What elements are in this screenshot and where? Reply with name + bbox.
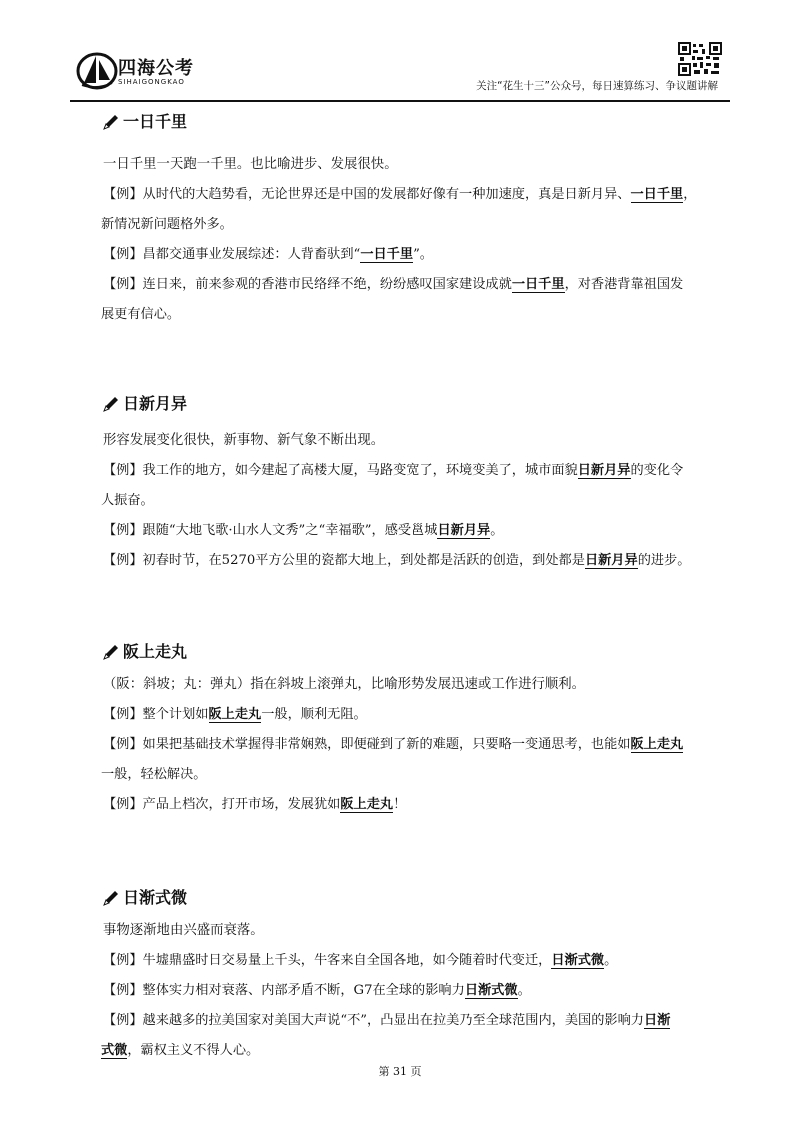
- idiom-title-text: 一日千里: [123, 112, 188, 131]
- example-sentence: 【例】初春时节，在5270平方公里的瓷都大地上，到处都是活跃的创造，到处都是日新月异的进步。: [103, 553, 691, 568]
- pencil-icon: [103, 644, 121, 660]
- example-sentence: 【例】从时代的大趋势看，无论世界还是中国的发展都好像有一种加速度，真是日新月异、一日千里，: [103, 187, 697, 202]
- idiom-definition: 形容发展变化很快，新事物、新气象不断出现。: [103, 433, 385, 448]
- example-continuation: 式微，霸权主义不得人心。: [101, 1043, 260, 1058]
- example-sentence: 【例】昌都交通事业发展综述：人背畜驮到“一日千里”。: [103, 247, 433, 262]
- pencil-icon: [103, 890, 121, 906]
- pencil-icon: [103, 114, 121, 130]
- page-content: [103, 106, 733, 1066]
- keyword: 一日千里: [511, 277, 565, 292]
- example-continuation: 一般，轻松解决。: [101, 767, 207, 782]
- example-sentence: 【例】整体实力相对衰落、内部矛盾不断，G7在全球的影响力日渐式微。: [103, 983, 531, 998]
- example-sentence: 【例】整个计划如阪上走丸一般，顺利无阻。: [103, 707, 367, 722]
- idiom-definition: 一日千里一天跑一千里。也比喻进步、发展很快。: [103, 157, 398, 172]
- header-tagline: 关注“花生十三”公众号，每日速算练习、争议题讲解: [476, 80, 718, 92]
- idiom-section: [103, 106, 733, 330]
- example-sentence: 【例】连日来，前来参观的香港市民络绎不绝，纷纷感叹国家建设成就一日千里，对香港背靠祖国发: [103, 277, 684, 292]
- page-header: [70, 40, 730, 98]
- idiom-definition: （阪：斜坡；丸：弹丸）指在斜坡上滚弹丸，比喻形势发展迅速或工作进行顺利。: [103, 677, 586, 692]
- example-sentence: 【例】跟随“大地飞歌·山水人文秀”之“幸福歌”，感受邕城日新月异。: [103, 523, 504, 538]
- example-sentence: 【例】如果把基础技术掌握得非常娴熟，即便碰到了新的难题，只要略一变通思考，也能如阪上走丸: [103, 737, 684, 752]
- sail-logo-icon: [76, 50, 118, 90]
- example-continuation: 展更有信心。: [101, 307, 181, 322]
- example-sentence: 【例】产品上档次，打开市场，发展犹如阪上走丸！: [103, 797, 407, 812]
- idiom-title: [103, 106, 733, 138]
- idiom-title-text: 阪上走丸: [123, 642, 188, 661]
- keyword: 阪上走丸: [340, 797, 394, 812]
- qr-code-icon: [678, 42, 722, 76]
- idiom-title-text: 日渐式微: [123, 888, 188, 907]
- idiom-title: [103, 636, 733, 668]
- pencil-icon: [103, 396, 121, 412]
- keyword: 日新月异: [437, 523, 491, 538]
- brand-name: 四海公考: [118, 58, 194, 79]
- idiom-section: [103, 388, 733, 576]
- idiom-section: [103, 882, 733, 1066]
- idiom-definition: 事物逐渐地由兴盛而衰落。: [103, 923, 264, 938]
- keyword: 日新月异: [577, 463, 631, 478]
- keyword: 日新月异: [584, 553, 638, 568]
- keyword: 阪上走丸: [208, 707, 262, 722]
- keyword: 日渐式微: [464, 983, 518, 998]
- brand-subtitle: SIHAIGONGKAO: [118, 78, 185, 86]
- keyword: 一日千里: [360, 247, 414, 262]
- example-sentence: 【例】牛墟鼎盛时日交易量上千头，牛客来自全国各地，如今随着时代变迁，日渐式微。: [103, 953, 618, 968]
- keyword: 日渐式微: [551, 953, 605, 968]
- keyword: 日渐: [643, 1013, 671, 1028]
- idiom-title-text: 日新月异: [123, 394, 188, 413]
- idiom-section: [103, 636, 733, 820]
- keyword: 阪上走丸: [630, 737, 684, 752]
- example-continuation: 新情况新问题格外多。: [101, 217, 233, 232]
- keyword: 式微: [101, 1043, 128, 1058]
- keyword: 一日千里: [630, 187, 684, 202]
- example-sentence: 【例】越来越多的拉美国家对美国大声说“不”，凸显出在拉美乃至全球范围内，美国的影响力日渐: [103, 1013, 671, 1028]
- example-continuation: 人振奋。: [101, 493, 154, 508]
- idiom-title: [103, 388, 733, 420]
- page-number: 第 31 页: [378, 1065, 422, 1078]
- header-divider: [70, 100, 730, 102]
- example-sentence: 【例】我工作的地方，如今建起了高楼大厦，马路变宽了，环境变美了，城市面貌日新月异的变化令: [103, 463, 684, 478]
- idiom-title: [103, 882, 733, 914]
